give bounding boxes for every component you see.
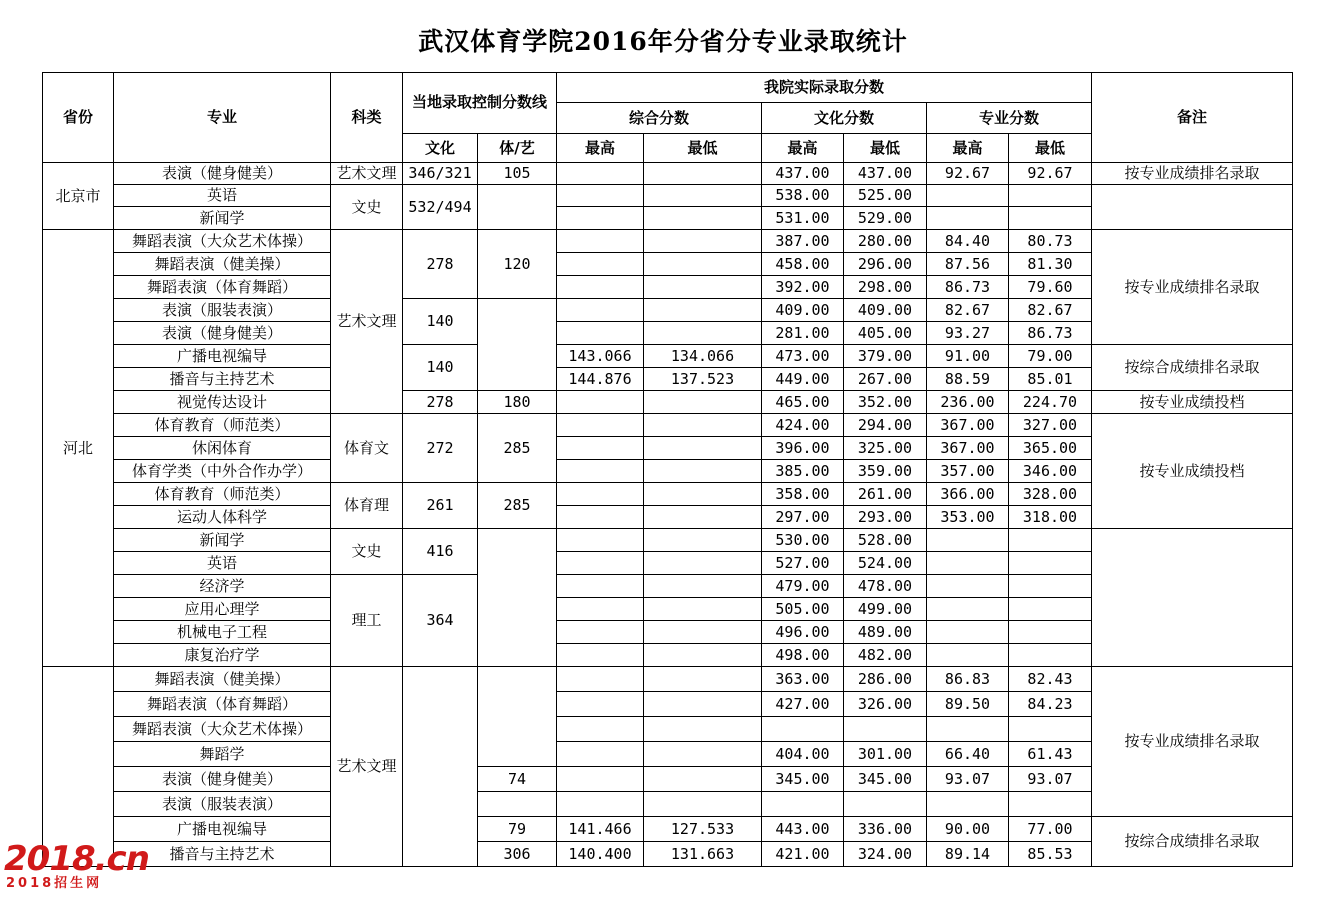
spec-high-cell: 66.40 — [927, 742, 1009, 767]
spec-low-cell: 80.73 — [1009, 230, 1092, 253]
remark-cell: 按综合成绩排名录取 — [1092, 817, 1293, 867]
cult-low-cell: 294.00 — [844, 414, 927, 437]
major-cell: 广播电视编导 — [114, 817, 331, 842]
spec-high-cell: 89.14 — [927, 842, 1009, 867]
cult-high-cell: 437.00 — [762, 163, 844, 185]
major-cell: 舞蹈表演（健美操） — [114, 253, 331, 276]
table-row — [43, 414, 1293, 437]
category-cell: 艺术文理 — [331, 163, 403, 185]
spec-low-cell: 365.00 — [1009, 437, 1092, 460]
header-remarks: 备注 — [1092, 73, 1293, 163]
spec-high-cell: 353.00 — [927, 506, 1009, 529]
comp-low-cell — [644, 299, 762, 322]
spec-high-cell — [927, 598, 1009, 621]
comp-low-cell — [644, 598, 762, 621]
cult-low-cell: 296.00 — [844, 253, 927, 276]
comp-low-cell — [644, 717, 762, 742]
major-cell: 舞蹈表演（大众艺术体操） — [114, 717, 331, 742]
spec-low-cell — [1009, 552, 1092, 575]
table-row — [43, 230, 1293, 253]
spec-low-cell: 318.00 — [1009, 506, 1092, 529]
cult-high-cell: 358.00 — [762, 483, 844, 506]
comp-low-cell — [644, 792, 762, 817]
cult-low-cell: 293.00 — [844, 506, 927, 529]
spec-high-cell: 91.00 — [927, 345, 1009, 368]
cult-low-cell: 524.00 — [844, 552, 927, 575]
spec-low-cell: 327.00 — [1009, 414, 1092, 437]
header-province: 省份 — [43, 73, 114, 163]
major-cell: 运动人体科学 — [114, 506, 331, 529]
major-cell: 表演（健身健美） — [114, 322, 331, 345]
comp-high-cell: 144.876 — [557, 368, 644, 391]
control-wenhua-cell: 140 — [403, 299, 478, 345]
cult-low-cell: 325.00 — [844, 437, 927, 460]
header-comp-low: 最低 — [644, 134, 762, 163]
cult-high-cell: 538.00 — [762, 185, 844, 207]
cult-high-cell: 530.00 — [762, 529, 844, 552]
comp-high-cell — [557, 322, 644, 345]
comp-low-cell — [644, 414, 762, 437]
cult-high-cell — [762, 717, 844, 742]
spec-low-cell — [1009, 185, 1092, 207]
major-cell: 康复治疗学 — [114, 644, 331, 667]
spec-low-cell: 81.30 — [1009, 253, 1092, 276]
comp-low-cell — [644, 207, 762, 230]
major-cell: 表演（健身健美） — [114, 767, 331, 792]
comp-low-cell — [644, 692, 762, 717]
category-cell: 文史 — [331, 529, 403, 575]
comp-high-cell — [557, 460, 644, 483]
comp-high-cell: 143.066 — [557, 345, 644, 368]
cult-low-cell: 261.00 — [844, 483, 927, 506]
header-cult-high: 最高 — [762, 134, 844, 163]
cult-high-cell: 496.00 — [762, 621, 844, 644]
page-title: 武汉体育学院2016年分省分专业录取统计 — [418, 27, 908, 56]
control-tiyi-cell — [478, 529, 557, 667]
header-comp-high: 最高 — [557, 134, 644, 163]
remark-cell: 按专业成绩投档 — [1092, 414, 1293, 529]
cult-low-cell: 280.00 — [844, 230, 927, 253]
spec-high-cell: 366.00 — [927, 483, 1009, 506]
table-row — [43, 345, 1293, 368]
header-category: 科类 — [331, 73, 403, 163]
spec-high-cell — [927, 621, 1009, 644]
header-culture: 文化分数 — [762, 103, 927, 134]
major-cell: 播音与主持艺术 — [114, 368, 331, 391]
cult-low-cell: 409.00 — [844, 299, 927, 322]
comp-high-cell — [557, 767, 644, 792]
header-actual-scores: 我院实际录取分数 — [557, 73, 1092, 103]
cult-high-cell: 458.00 — [762, 253, 844, 276]
major-cell: 新闻学 — [114, 207, 331, 230]
spec-high-cell: 82.67 — [927, 299, 1009, 322]
spec-low-cell — [1009, 792, 1092, 817]
category-cell: 艺术文理 — [331, 667, 403, 867]
major-cell: 视觉传达设计 — [114, 391, 331, 414]
control-tiyi-cell — [478, 792, 557, 817]
major-cell: 广播电视编导 — [114, 345, 331, 368]
comp-high-cell — [557, 644, 644, 667]
control-tiyi-cell: 105 — [478, 163, 557, 185]
spec-low-cell — [1009, 575, 1092, 598]
major-cell: 舞蹈表演（体育舞蹈） — [114, 692, 331, 717]
spec-low-cell — [1009, 717, 1092, 742]
category-cell: 体育理 — [331, 483, 403, 529]
cult-low-cell: 336.00 — [844, 817, 927, 842]
comp-low-cell: 127.533 — [644, 817, 762, 842]
header-spec-low: 最低 — [1009, 134, 1092, 163]
table-row — [43, 391, 1293, 414]
control-tiyi-cell: 285 — [478, 414, 557, 483]
comp-low-cell — [644, 391, 762, 414]
comp-high-cell — [557, 391, 644, 414]
major-cell: 体育学类（中外合作办学） — [114, 460, 331, 483]
control-tiyi-cell: 180 — [478, 391, 557, 414]
cult-high-cell: 345.00 — [762, 767, 844, 792]
spec-low-cell: 82.43 — [1009, 667, 1092, 692]
major-cell: 体育教育（师范类） — [114, 414, 331, 437]
spec-high-cell: 367.00 — [927, 437, 1009, 460]
category-cell: 体育文 — [331, 414, 403, 483]
comp-high-cell — [557, 742, 644, 767]
cult-low-cell — [844, 717, 927, 742]
spec-high-cell — [927, 644, 1009, 667]
cult-low-cell: 525.00 — [844, 185, 927, 207]
comp-high-cell: 141.466 — [557, 817, 644, 842]
major-cell: 表演（服装表演） — [114, 792, 331, 817]
remark-cell — [1092, 185, 1293, 230]
comp-low-cell — [644, 506, 762, 529]
comp-high-cell — [557, 483, 644, 506]
province-cell: 北京市 — [43, 163, 114, 230]
major-cell: 表演（健身健美） — [114, 163, 331, 185]
comp-high-cell — [557, 506, 644, 529]
spec-high-cell: 87.56 — [927, 253, 1009, 276]
cult-high-cell: 421.00 — [762, 842, 844, 867]
spec-high-cell: 88.59 — [927, 368, 1009, 391]
spec-high-cell — [927, 185, 1009, 207]
comp-low-cell — [644, 644, 762, 667]
control-wenhua-cell: 272 — [403, 414, 478, 483]
comp-high-cell — [557, 529, 644, 552]
control-tiyi-cell — [478, 667, 557, 767]
comp-high-cell — [557, 575, 644, 598]
spec-high-cell: 236.00 — [927, 391, 1009, 414]
category-cell: 理工 — [331, 575, 403, 667]
spec-high-cell — [927, 575, 1009, 598]
spec-low-cell: 79.60 — [1009, 276, 1092, 299]
table-row — [43, 667, 1293, 692]
remark-cell: 按专业成绩投档 — [1092, 391, 1293, 414]
cult-high-cell: 363.00 — [762, 667, 844, 692]
header-wenhua: 文化 — [403, 134, 478, 163]
comp-low-cell — [644, 552, 762, 575]
remark-cell: 按专业成绩排名录取 — [1092, 230, 1293, 345]
table-row — [43, 185, 1293, 207]
comp-high-cell — [557, 207, 644, 230]
comp-low-cell — [644, 667, 762, 692]
comp-high-cell — [557, 621, 644, 644]
control-wenhua-cell: 261 — [403, 483, 478, 529]
control-tiyi-cell: 74 — [478, 767, 557, 792]
comp-low-cell — [644, 163, 762, 185]
logo-sub-text: 2018招生网 — [6, 876, 103, 891]
comp-low-cell — [644, 276, 762, 299]
comp-low-cell — [644, 742, 762, 767]
comp-low-cell — [644, 230, 762, 253]
cult-low-cell: 326.00 — [844, 692, 927, 717]
control-wenhua-cell: 278 — [403, 230, 478, 299]
cult-high-cell: 427.00 — [762, 692, 844, 717]
cult-high-cell: 531.00 — [762, 207, 844, 230]
spec-high-cell: 367.00 — [927, 414, 1009, 437]
cult-low-cell: 301.00 — [844, 742, 927, 767]
cult-high-cell: 527.00 — [762, 552, 844, 575]
cult-low-cell: 437.00 — [844, 163, 927, 185]
remark-cell — [1092, 529, 1293, 667]
cult-high-cell: 443.00 — [762, 817, 844, 842]
table-row — [43, 529, 1293, 552]
province-cell: 河北 — [43, 230, 114, 667]
major-cell: 舞蹈学 — [114, 742, 331, 767]
cult-high-cell: 385.00 — [762, 460, 844, 483]
table-row — [43, 163, 1293, 185]
major-cell: 舞蹈表演（大众艺术体操） — [114, 230, 331, 253]
cult-low-cell: 529.00 — [844, 207, 927, 230]
spec-high-cell — [927, 207, 1009, 230]
header-specialty: 专业分数 — [927, 103, 1092, 134]
cult-high-cell: 396.00 — [762, 437, 844, 460]
comp-low-cell — [644, 621, 762, 644]
header-tiyi: 体/艺 — [478, 134, 557, 163]
remark-cell: 按专业成绩排名录取 — [1092, 163, 1293, 185]
header-control-line: 当地录取控制分数线 — [403, 73, 557, 134]
comp-high-cell: 140.400 — [557, 842, 644, 867]
spec-high-cell: 93.07 — [927, 767, 1009, 792]
logo-main-text: 2018.cn — [4, 839, 149, 879]
spec-high-cell: 86.73 — [927, 276, 1009, 299]
cult-high-cell: 409.00 — [762, 299, 844, 322]
spec-low-cell: 93.07 — [1009, 767, 1092, 792]
site-logo — [4, 839, 154, 896]
cult-low-cell: 528.00 — [844, 529, 927, 552]
spec-low-cell: 61.43 — [1009, 742, 1092, 767]
control-wenhua-cell: 416 — [403, 529, 478, 575]
major-cell: 应用心理学 — [114, 598, 331, 621]
comp-high-cell — [557, 414, 644, 437]
comp-high-cell — [557, 598, 644, 621]
comp-low-cell — [644, 529, 762, 552]
cult-high-cell: 505.00 — [762, 598, 844, 621]
cult-high-cell: 404.00 — [762, 742, 844, 767]
major-cell: 体育教育（师范类） — [114, 483, 331, 506]
comp-low-cell — [644, 322, 762, 345]
comp-low-cell — [644, 483, 762, 506]
control-wenhua-cell: 532/494 — [403, 185, 478, 230]
header-spec-high: 最高 — [927, 134, 1009, 163]
cult-low-cell: 352.00 — [844, 391, 927, 414]
comp-high-cell — [557, 185, 644, 207]
spec-low-cell: 346.00 — [1009, 460, 1092, 483]
control-tiyi-cell — [478, 185, 557, 230]
comp-low-cell — [644, 575, 762, 598]
spec-low-cell: 85.01 — [1009, 368, 1092, 391]
spec-low-cell: 224.70 — [1009, 391, 1092, 414]
cult-low-cell: 298.00 — [844, 276, 927, 299]
spec-low-cell — [1009, 598, 1092, 621]
cult-low-cell — [844, 792, 927, 817]
cult-low-cell: 405.00 — [844, 322, 927, 345]
major-cell: 英语 — [114, 185, 331, 207]
cult-high-cell: 498.00 — [762, 644, 844, 667]
control-tiyi-cell: 306 — [478, 842, 557, 867]
comp-high-cell — [557, 792, 644, 817]
comp-high-cell — [557, 552, 644, 575]
cult-low-cell: 478.00 — [844, 575, 927, 598]
spec-low-cell: 328.00 — [1009, 483, 1092, 506]
major-cell: 新闻学 — [114, 529, 331, 552]
cult-low-cell: 359.00 — [844, 460, 927, 483]
control-wenhua-cell — [403, 667, 478, 867]
spec-high-cell: 93.27 — [927, 322, 1009, 345]
control-tiyi-cell: 79 — [478, 817, 557, 842]
comp-high-cell — [557, 437, 644, 460]
comp-high-cell — [557, 276, 644, 299]
comp-low-cell — [644, 460, 762, 483]
comp-low-cell — [644, 767, 762, 792]
table-row — [43, 817, 1293, 842]
comp-high-cell — [557, 692, 644, 717]
cult-low-cell: 345.00 — [844, 767, 927, 792]
header-major: 专业 — [114, 73, 331, 163]
major-cell: 休闲体育 — [114, 437, 331, 460]
cult-low-cell: 489.00 — [844, 621, 927, 644]
spec-high-cell — [927, 552, 1009, 575]
comp-high-cell — [557, 667, 644, 692]
spec-low-cell: 85.53 — [1009, 842, 1092, 867]
major-cell: 英语 — [114, 552, 331, 575]
spec-high-cell: 92.67 — [927, 163, 1009, 185]
control-tiyi-cell: 120 — [478, 230, 557, 299]
comp-low-cell — [644, 185, 762, 207]
spec-low-cell: 82.67 — [1009, 299, 1092, 322]
spec-high-cell: 84.40 — [927, 230, 1009, 253]
header-cult-low: 最低 — [844, 134, 927, 163]
major-cell: 表演（服装表演） — [114, 299, 331, 322]
cult-high-cell: 424.00 — [762, 414, 844, 437]
comp-low-cell — [644, 253, 762, 276]
cult-high-cell: 297.00 — [762, 506, 844, 529]
comp-low-cell: 134.066 — [644, 345, 762, 368]
major-cell: 舞蹈表演（体育舞蹈） — [114, 276, 331, 299]
control-wenhua-cell: 346/321 — [403, 163, 478, 185]
spec-high-cell — [927, 717, 1009, 742]
comp-low-cell: 137.523 — [644, 368, 762, 391]
major-cell: 经济学 — [114, 575, 331, 598]
control-wenhua-cell: 364 — [403, 575, 478, 667]
cult-high-cell: 479.00 — [762, 575, 844, 598]
cult-high-cell — [762, 792, 844, 817]
admission-table — [42, 72, 1293, 867]
major-cell: 舞蹈表演（健美操） — [114, 667, 331, 692]
spec-low-cell: 92.67 — [1009, 163, 1092, 185]
header-composite: 综合分数 — [557, 103, 762, 134]
spec-low-cell — [1009, 621, 1092, 644]
category-cell: 文史 — [331, 185, 403, 230]
cult-low-cell: 499.00 — [844, 598, 927, 621]
spec-high-cell: 89.50 — [927, 692, 1009, 717]
comp-low-cell — [644, 437, 762, 460]
spec-high-cell: 357.00 — [927, 460, 1009, 483]
control-tiyi-cell — [478, 299, 557, 391]
cult-high-cell: 281.00 — [762, 322, 844, 345]
comp-high-cell — [557, 253, 644, 276]
cult-low-cell: 379.00 — [844, 345, 927, 368]
remark-cell: 按专业成绩排名录取 — [1092, 667, 1293, 817]
spec-high-cell: 86.83 — [927, 667, 1009, 692]
cult-low-cell: 324.00 — [844, 842, 927, 867]
category-cell: 艺术文理 — [331, 230, 403, 414]
comp-high-cell — [557, 717, 644, 742]
cult-low-cell: 267.00 — [844, 368, 927, 391]
spec-low-cell: 84.23 — [1009, 692, 1092, 717]
control-wenhua-cell: 278 — [403, 391, 478, 414]
cult-high-cell: 465.00 — [762, 391, 844, 414]
comp-high-cell — [557, 163, 644, 185]
control-wenhua-cell: 140 — [403, 345, 478, 391]
spec-low-cell: 86.73 — [1009, 322, 1092, 345]
spec-high-cell — [927, 529, 1009, 552]
spec-high-cell — [927, 792, 1009, 817]
cult-high-cell: 449.00 — [762, 368, 844, 391]
cult-high-cell: 392.00 — [762, 276, 844, 299]
cult-high-cell: 387.00 — [762, 230, 844, 253]
spec-low-cell — [1009, 529, 1092, 552]
cult-high-cell: 473.00 — [762, 345, 844, 368]
spec-low-cell: 79.00 — [1009, 345, 1092, 368]
cult-low-cell: 286.00 — [844, 667, 927, 692]
comp-low-cell: 131.663 — [644, 842, 762, 867]
comp-high-cell — [557, 299, 644, 322]
spec-high-cell: 90.00 — [927, 817, 1009, 842]
spec-low-cell — [1009, 644, 1092, 667]
spec-low-cell — [1009, 207, 1092, 230]
spec-low-cell: 77.00 — [1009, 817, 1092, 842]
major-cell: 机械电子工程 — [114, 621, 331, 644]
major-cell: 播音与主持艺术 — [114, 842, 331, 867]
comp-high-cell — [557, 230, 644, 253]
remark-cell: 按综合成绩排名录取 — [1092, 345, 1293, 391]
province-cell — [43, 667, 114, 867]
control-tiyi-cell: 285 — [478, 483, 557, 529]
cult-low-cell: 482.00 — [844, 644, 927, 667]
